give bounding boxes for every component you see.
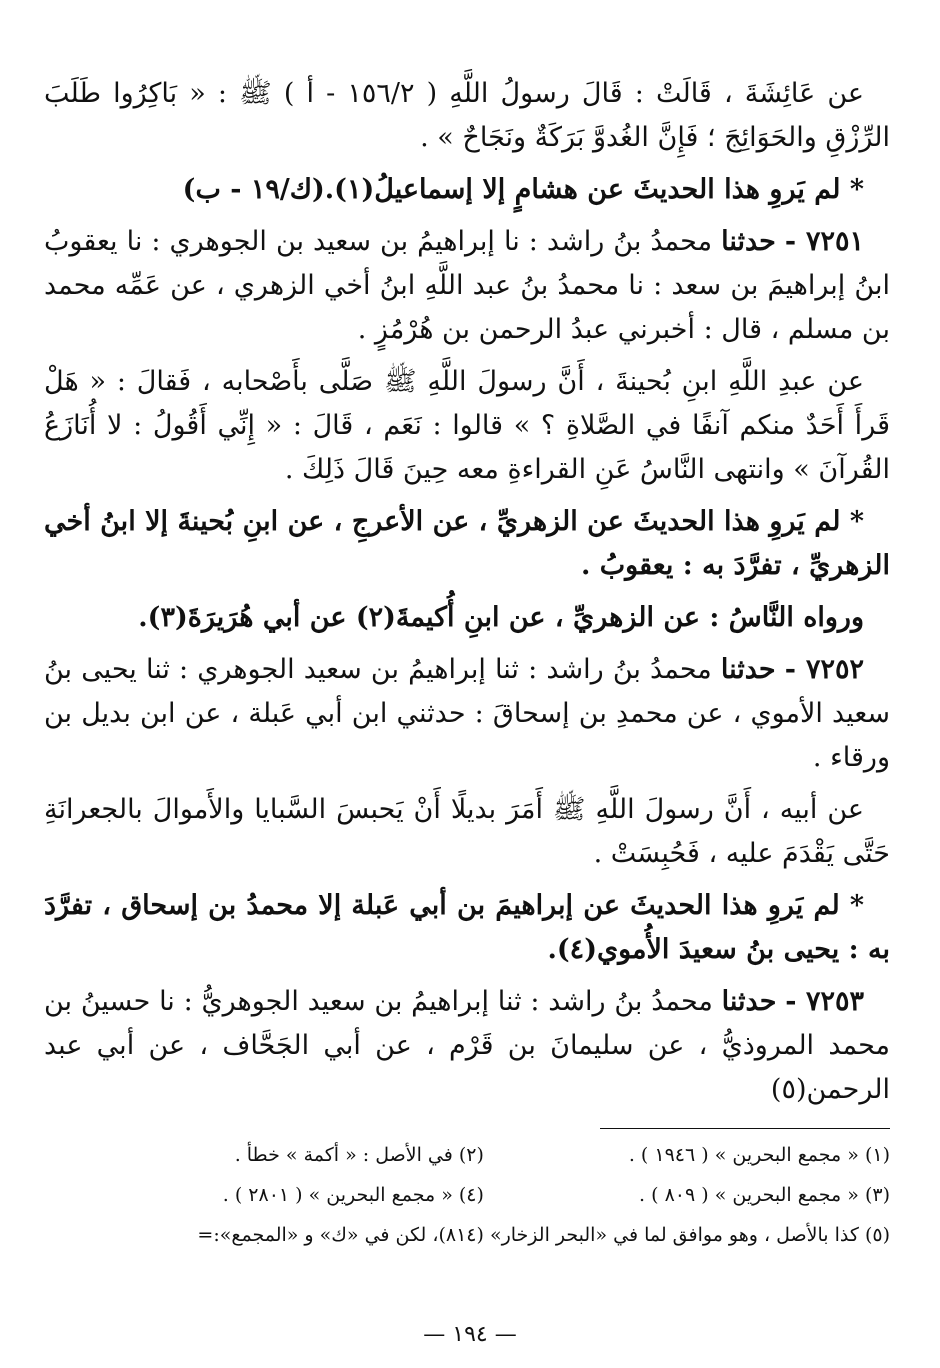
- hadith-label: حدثنا: [720, 654, 776, 685]
- paragraph-3: عن عبدِ اللَّهِ ابنِ بُحينةَ ، أَنَّ رسولَ اللَّهِ ﷺ صَلَّى بأَصْحابه ، فَقالَ : « هَلْ قَرأَ أَحَدٌ منكم آنفًا في الصَّلاةِ ؟ » قالوا : نَعَم ، قَالَ : « إِنِّي أَقُولُ : لا أُنَازَعُ القُرآنَ » وانتهى النَّاسُ عَنِ القراءةِ معه حِينَ قَالَ ذَلِكَ .: [44, 366, 890, 485]
- hadith-number: ٧٢٥٣ -: [785, 986, 864, 1017]
- commentary-4: * لم يَروِ هذا الحديثَ عن إبراهيمَ بن أبي عَبلة إلا محمدُ بن إسحاق ، تفرَّدَ به : يحيى بنُ سعيدَ الأُموي(٤).: [44, 890, 890, 965]
- page-number: — ١٩٤ —: [423, 1322, 517, 1347]
- footnotes: [44, 1128, 890, 1255]
- commentary-3: ورواه النَّاسُ : عن الزهريِّ ، عن ابنِ أُكيمةَ(٢) عن أبي هُرَيرَةَ(٣).: [138, 602, 864, 633]
- hadith-7252: [44, 648, 890, 780]
- hadith-label: حدثنا: [721, 226, 776, 257]
- footnote-3: (٣) « مجمع البحرين » ( ٨٠٩ ) .: [639, 1184, 890, 1206]
- hadith-text: محمدُ بنُ راشد : ثنا إبراهيمُ بن سعيد الجوهري : ثنا يحيى بنُ سعيد الأموي ، عن محمدِ بن إسحاقَ : حدثني ابن أبي عَبلة ، عن ابن بديل بن ورقاء .: [44, 654, 890, 773]
- hadith-7253: [44, 980, 890, 1112]
- hadith-text: محمدُ بنُ راشد : نا إبراهيمُ بن سعيد بن الجوهري : نا يعقوبُ ابنُ إبراهيمَ بن سعد : نا محمدُ بنُ عبد اللَّهِ ابنُ أخي الزهري ، عن عَمِّه محمد بن مسلم ، قال : أخبرني عبدُ الرحمن بن هُرْمُزٍ .: [44, 226, 890, 345]
- footnote-4: (٤) « مجمع البحرين » ( ٢٨٠١ ) .: [222, 1184, 484, 1206]
- paragraph-1: عن عَائِشَةَ ، قَالَتْ : قَالَ رسولُ اللَّهِ ( ١٥٦/٢ - أ ) ﷺ : « بَاكِرُوا طَلَبَ الرِّزْقِ والحَوَائِجَ ؛ فَإِنَّ الغُدوَّ بَرَكَةٌ ونَجَاحٌ » .: [44, 78, 890, 153]
- hadith-number: ٧٢٥٢ -: [784, 654, 864, 685]
- hadith-7251: [44, 220, 890, 352]
- hadith-text: محمدُ بنُ راشد : ثنا إبراهيمُ بن سعيد الجوهريُّ : نا حسينُ بن محمد المروذيُّ ، عن سليمانَ بن قَرْم ، عن أبي الجَحَّاف ، عن أبي عبد الرحمن(٥): [44, 986, 890, 1105]
- footnote-1: (١) « مجمع البحرين » ( ١٩٤٦ ) .: [628, 1144, 890, 1166]
- footnote-row: [44, 1135, 890, 1175]
- paragraph-7: عن أبيه ، أَنَّ رسولَ اللَّهِ ﷺ أَمَرَ بديلًا أَنْ يَحبسَ السَّبايا والأَموالَ بالجعرانَةِ حَتَّى يَقْدَمَ عليه ، فَحُبِسَتْ .: [44, 794, 890, 869]
- footnote-2: (٢) في الأصل : « أكمة » خطأ .: [234, 1144, 484, 1166]
- footnote-row: [44, 1175, 890, 1215]
- hadith-label: حدثنا: [721, 986, 777, 1017]
- footnote-divider: [600, 1128, 890, 1129]
- hadith-number: ٧٢٥١ -: [784, 226, 865, 257]
- footnote-5: (٥) كذا بالأصل ، وهو موافق لما في «البحر الزخار» (٨١٤)، لكن في «ك» و «المجمع»:=: [197, 1224, 890, 1246]
- commentary-2: * لم يَروِ هذا الحديثَ عن الزهريِّ ، عن الأعرجِ ، عن ابنِ بُحينةَ إلا ابنُ أخي الزهريِّ ، تفرَّدَ به : يعقوبُ .: [44, 506, 890, 581]
- commentary-1: * لم يَروِ هذا الحديثَ عن هشامٍ إلا إسماعيلُ(١).(ك/١٩ - ب): [182, 174, 864, 205]
